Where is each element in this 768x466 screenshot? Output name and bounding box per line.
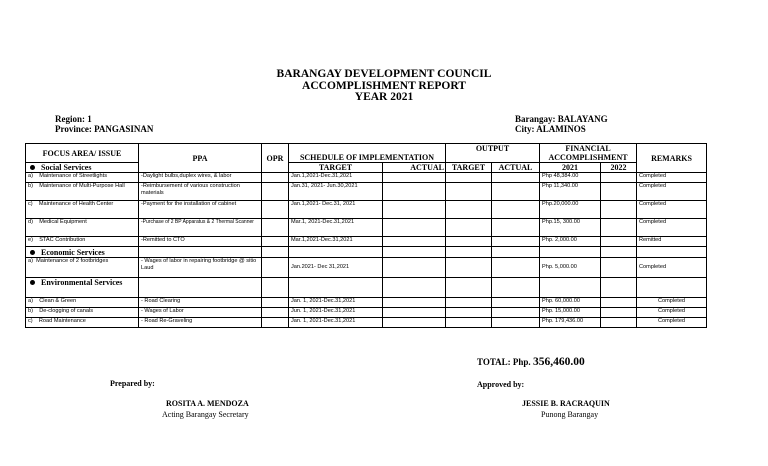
- remarks-cell: Completed: [637, 219, 707, 237]
- target-cell: Mar.1, 2021-Dec.31,2021: [289, 219, 383, 237]
- col-remarks: REMARKS: [637, 144, 707, 173]
- ppa-cell: - Road Clearing: [139, 298, 262, 308]
- amount-2022-cell: [601, 298, 637, 308]
- actual-cell: [383, 258, 446, 278]
- col-actual: ACTUAL: [383, 163, 446, 173]
- section-economic: Economic Services: [26, 247, 139, 258]
- section-social: Social Services: [26, 163, 139, 173]
- opr-cell: [262, 237, 289, 247]
- opr-cell: [262, 258, 289, 278]
- total-amount: 356,460.00: [532, 356, 585, 368]
- col-2022: 2022: [601, 163, 637, 173]
- focus-cell: a) Maintenance of Streetlights: [26, 173, 139, 183]
- amount-2021-cell: Php. 60,000.00: [540, 298, 601, 308]
- header-row-1: [26, 144, 707, 163]
- remarks-cell: Completed: [637, 298, 707, 308]
- output-actual-cell: [492, 318, 540, 328]
- remarks-cell: Completed: [637, 183, 707, 201]
- actual-cell: [383, 173, 446, 183]
- output-actual-cell: [492, 173, 540, 183]
- target-cell: Mar.1,2021-Dec.31,2021: [289, 237, 383, 247]
- province-label: Province: PANGASINAN: [55, 124, 154, 134]
- section-row: [26, 278, 707, 298]
- focus-cell: e) STAC Contribution: [26, 237, 139, 247]
- amount-2022-cell: [601, 219, 637, 237]
- bullet-icon: [30, 280, 35, 285]
- output-actual-cell: [492, 201, 540, 219]
- amount-2022-cell: [601, 183, 637, 201]
- prepared-by-label: Prepared by:: [110, 379, 155, 388]
- output-actual-cell: [492, 219, 540, 237]
- table-row: [26, 173, 707, 183]
- amount-2022-cell: [601, 201, 637, 219]
- col-output-actual: ACTUAL: [492, 163, 540, 173]
- target-cell: Jun. 1, 2021-Dec.31,2021: [289, 308, 383, 318]
- output-actual-cell: [492, 237, 540, 247]
- focus-cell: b) De-clogging of canals: [26, 308, 139, 318]
- table-row: [26, 258, 707, 278]
- focus-cell: c) Maintenance of Health Center: [26, 201, 139, 219]
- amount-2022-cell: [601, 237, 637, 247]
- ppa-cell: - Wages of Labor: [139, 308, 262, 318]
- ppa-cell: - Wages of labor in repairing footbridge @ sitio Laud: [139, 258, 262, 278]
- table-row: [26, 298, 707, 308]
- section-environmental: Environmental Services: [26, 278, 139, 298]
- col-opr: OPR: [262, 144, 289, 173]
- output-target-cell: [446, 308, 492, 318]
- remarks-cell: Remitted: [637, 237, 707, 247]
- actual-cell: [383, 308, 446, 318]
- amount-2021-cell: Php.15, 300.00: [540, 219, 601, 237]
- target-cell: Jan. 1, 2021-Dec.31,2021: [289, 298, 383, 308]
- amount-2021-cell: Php 48,384.00: [540, 173, 601, 183]
- target-cell: Jan.31, 2021- Jun.30,2021: [289, 183, 383, 201]
- focus-cell: d) Medical Equipment: [26, 219, 139, 237]
- col-schedule: SCHEDULE OF IMPLEMENTATION: [289, 144, 446, 163]
- col-output-target: TARGET: [446, 163, 492, 173]
- approved-by-label: Approved by:: [477, 380, 525, 389]
- target-cell: Jan.1,2021- Dec.31, 2021: [289, 201, 383, 219]
- actual-cell: [383, 237, 446, 247]
- opr-cell: [262, 201, 289, 219]
- opr-cell: [262, 183, 289, 201]
- ppa-cell: - Road Re-Graveling: [139, 318, 262, 328]
- actual-cell: [383, 201, 446, 219]
- output-target-cell: [446, 258, 492, 278]
- barangay-label: Barangay: BALAYANG: [515, 114, 608, 124]
- accomplishment-table: [25, 143, 707, 328]
- total-line: [477, 356, 585, 368]
- col-output: OUTPUT: [446, 144, 540, 163]
- table-row: [26, 237, 707, 247]
- output-target-cell: [446, 219, 492, 237]
- col-ppa: PPA: [139, 144, 262, 173]
- col-2021: 2021: [540, 163, 601, 173]
- bullet-icon: [30, 250, 35, 255]
- amount-2021-cell: Php. 2,000.00: [540, 237, 601, 247]
- col-financial: FINANCIAL ACCOMPLISHMENT: [540, 144, 637, 163]
- amount-2021-cell: Php.20,000.00: [540, 201, 601, 219]
- opr-cell: [262, 219, 289, 237]
- prepared-by-title: Acting Barangay Secretary: [162, 410, 249, 419]
- amount-2021-cell: Php. 179,436.00: [540, 318, 601, 328]
- ppa-cell: -Remitted to CTO: [139, 237, 262, 247]
- output-target-cell: [446, 183, 492, 201]
- focus-cell: a) Maintenance of 2 footbridges: [26, 258, 139, 278]
- bullet-icon: [30, 165, 35, 170]
- report-year: YEAR 2021: [354, 91, 414, 103]
- output-actual-cell: [492, 183, 540, 201]
- focus-cell: a) Clean & Green: [26, 298, 139, 308]
- actual-cell: [383, 318, 446, 328]
- remarks-cell: Completed: [637, 201, 707, 219]
- remarks-cell: Completed: [637, 318, 707, 328]
- prepared-by-name: ROSITA A. MENDOZA: [166, 399, 249, 408]
- section-row: [26, 247, 707, 258]
- amount-2021-cell: Php. 15,000.00: [540, 308, 601, 318]
- target-cell: Jan. 1, 2021-Dec.31,2021: [289, 318, 383, 328]
- opr-cell: [262, 308, 289, 318]
- focus-cell: c) Road Maintenance: [26, 318, 139, 328]
- col-target: TARGET: [289, 163, 383, 173]
- ppa-cell: -Purchase of 2 BP Apparatus & 2 Thermal Scanner: [139, 219, 262, 237]
- amount-2022-cell: [601, 258, 637, 278]
- amount-2022-cell: [601, 318, 637, 328]
- output-target-cell: [446, 201, 492, 219]
- ppa-cell: -Payment for the installation of cabinet: [139, 201, 262, 219]
- target-cell: Jan.2021- Dec 31,2021: [289, 258, 383, 278]
- opr-cell: [262, 173, 289, 183]
- report-title: BARANGAY DEVELOPMENT COUNCIL: [276, 68, 492, 80]
- target-cell: Jan.1,2021-Dec.31,2021: [289, 173, 383, 183]
- amount-2021-cell: Php 11,340.00: [540, 183, 601, 201]
- remarks-cell: Completed: [637, 308, 707, 318]
- output-target-cell: [446, 237, 492, 247]
- remarks-cell: Completed: [637, 173, 707, 183]
- table-row: [26, 219, 707, 237]
- city-label: City: ALAMINOS: [515, 124, 586, 134]
- output-actual-cell: [492, 308, 540, 318]
- actual-cell: [383, 219, 446, 237]
- ppa-cell: -Daylight bulbs,duplex wires, & labor: [139, 173, 262, 183]
- actual-cell: [383, 298, 446, 308]
- table-row: [26, 308, 707, 318]
- opr-cell: [262, 318, 289, 328]
- amount-2021-cell: Php. 5,000.00: [540, 258, 601, 278]
- actual-cell: [383, 183, 446, 201]
- approved-by-title: Punong Barangay: [541, 410, 599, 419]
- output-target-cell: [446, 298, 492, 308]
- output-actual-cell: [492, 258, 540, 278]
- amount-2022-cell: [601, 173, 637, 183]
- report-subtitle: ACCOMPLISHMENT REPORT: [302, 80, 466, 92]
- focus-cell: b) Maintenance of Multi-Purpose Hall: [26, 183, 139, 201]
- region-label: Region: 1: [55, 114, 92, 124]
- col-focus-area: FOCUS AREA/ ISSUE: [26, 144, 139, 163]
- output-actual-cell: [492, 298, 540, 308]
- approved-by-name: JESSIE B. RACRAQUIN: [522, 399, 610, 408]
- table-row: [26, 318, 707, 328]
- amount-2022-cell: [601, 308, 637, 318]
- table-row: [26, 201, 707, 219]
- opr-cell: [262, 298, 289, 308]
- output-target-cell: [446, 318, 492, 328]
- header-row-2: [26, 163, 707, 173]
- table-row: [26, 183, 707, 201]
- output-target-cell: [446, 173, 492, 183]
- remarks-cell: Completed: [637, 258, 707, 278]
- total-label: TOTAL: Php.: [477, 357, 531, 367]
- ppa-cell: -Reimbursement of various construction materials: [139, 183, 262, 201]
